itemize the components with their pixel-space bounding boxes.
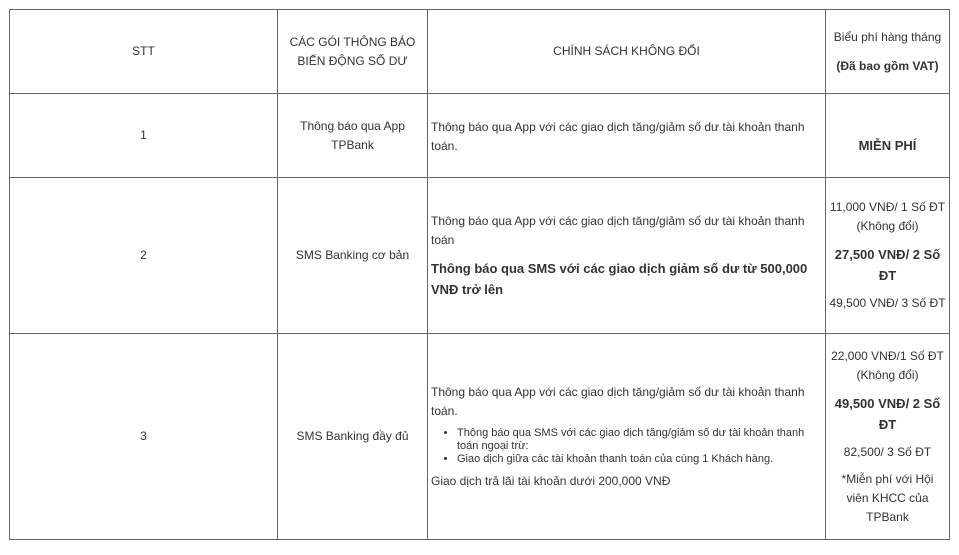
fee-three-numbers: 49,500 VNĐ/ 3 Số ĐT <box>829 296 946 310</box>
fee-one-note: (Không đổi) <box>856 219 919 233</box>
row-policy: Thông báo qua App với các giao dịch tăng/giảm số dư tài khoản thanh toán. <box>428 94 826 178</box>
row-fee <box>826 334 950 540</box>
fee-table <box>9 9 950 540</box>
header-row <box>10 10 950 94</box>
row-package: SMS Banking đầy đủ <box>278 334 428 540</box>
fee-three-numbers: 82,500/ 3 Số ĐT <box>843 444 932 459</box>
row-stt: 1 <box>10 94 278 178</box>
fee-note: *Miễn phí với Hội viên KHCC của TPBank <box>841 471 934 524</box>
policy-bold: Thông báo qua SMS với các giao dịch giảm số dư từ 500,000 VNĐ trở lên <box>431 260 808 297</box>
row-fee: MIỄN PHÍ <box>826 94 950 178</box>
header-fee-title: Biểu phí hàng tháng <box>833 29 942 44</box>
fee-one-number: 22,000 VNĐ/1 Số ĐT <box>831 348 944 363</box>
row-policy <box>428 334 826 540</box>
row-package: Thông báo qua App TPBank <box>278 94 428 178</box>
header-policy: CHÍNH SÁCH KHÔNG ĐỔI <box>428 10 826 94</box>
policy-extra: Giao dịch trả lãi tài khoản dưới 200,000 VNĐ <box>431 473 671 488</box>
table-row <box>10 94 950 178</box>
list-item: • Thông báo qua SMS với các giao dịch tăng/giảm số dư tài khoản thanh toán ngoại trừ: <box>457 427 822 453</box>
policy-bullets <box>431 427 822 466</box>
table-row <box>10 334 950 540</box>
row-fee <box>826 178 950 334</box>
row-stt: 3 <box>10 334 278 540</box>
header-fee-vat: (Đã bao gồm VAT) <box>836 58 939 73</box>
table-row <box>10 178 950 334</box>
fee-two-numbers: 49,500 VNĐ/ 2 Số ĐT <box>834 395 941 432</box>
header-packages: CÁC GÓI THÔNG BÁO BIẾN ĐỘNG SỐ DƯ <box>278 10 428 94</box>
list-item: • Giao dịch giữa các tài khoản thanh toán của cùng 1 Khách hàng. <box>457 453 822 466</box>
row-policy <box>428 178 826 334</box>
fee-one-number: 11,000 VNĐ/ 1 Số ĐT <box>829 200 946 214</box>
row-stt: 2 <box>10 178 278 334</box>
policy-main: Thông báo qua App với các giao dịch tăng/giảm số dư tài khoản thanh toán <box>431 213 805 247</box>
fee-one-note: (Không đổi) <box>856 367 919 382</box>
header-fee <box>826 10 950 94</box>
header-stt: STT <box>10 10 278 94</box>
row-package: SMS Banking cơ bản <box>278 178 428 334</box>
fee-two-numbers: 27,500 VNĐ/ 2 Số ĐT <box>834 247 941 283</box>
policy-main: Thông báo qua App với các giao dịch tăng/giảm số dư tài khoản thanh toán. <box>431 384 805 418</box>
